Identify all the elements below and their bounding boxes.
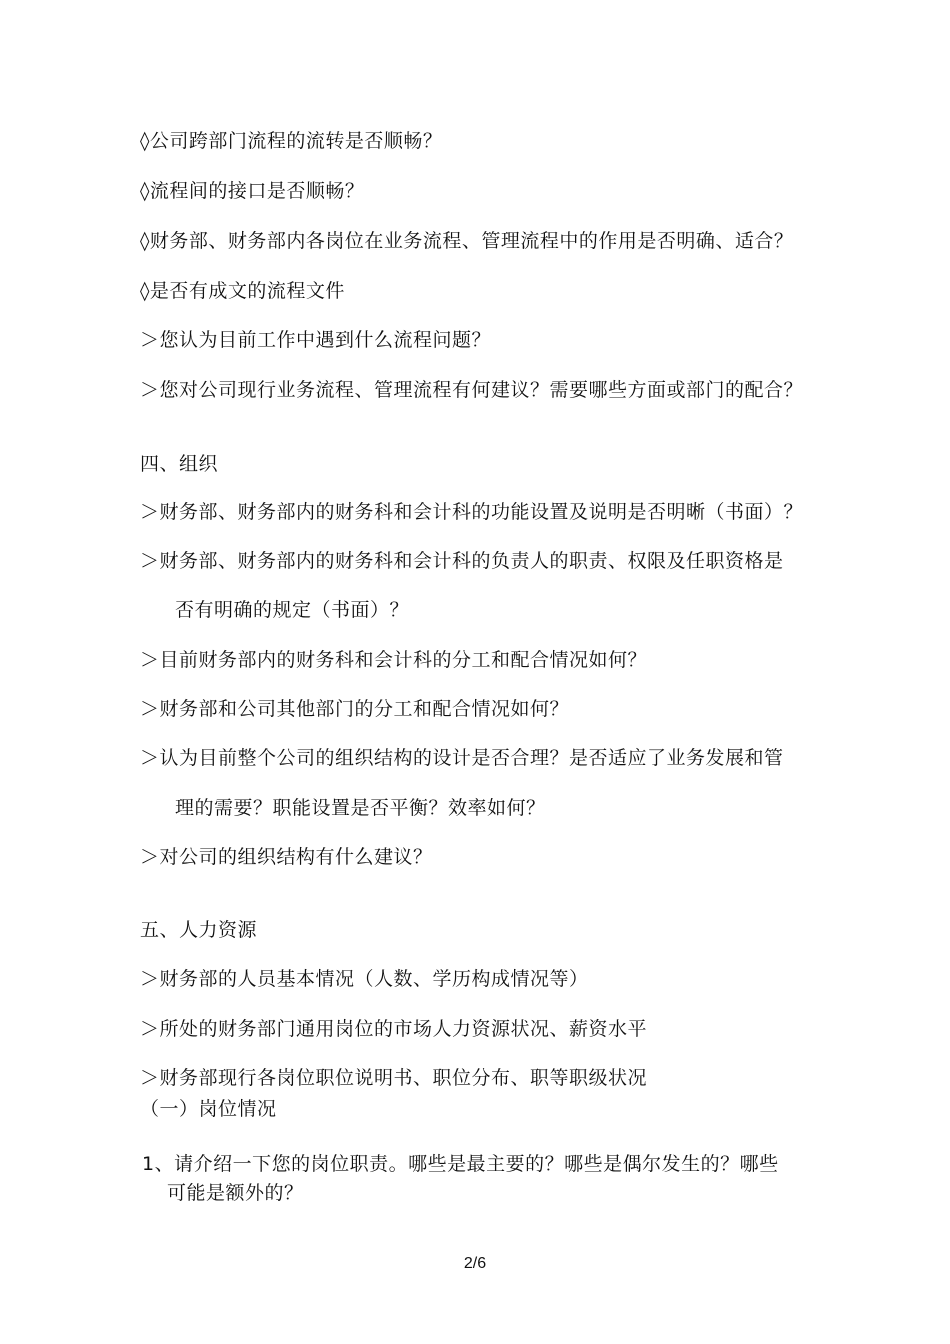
organization-question-2-cont: 否有明确的规定（书面）？ — [175, 599, 410, 621]
hr-item-1: ＞财务部的人员基本情况（人数、学历构成情况等） — [140, 968, 589, 990]
section-heading-hr: 五、人力资源 — [140, 919, 258, 941]
section-heading-organization: 四、组织 — [140, 453, 219, 475]
subsection-heading: （一）岗位情况 — [140, 1098, 277, 1120]
process-question-4: ◊是否有成文的流程文件 — [140, 280, 345, 302]
process-question-1: ◊公司跨部门流程的流转是否顺畅？ — [140, 130, 443, 152]
hr-item-3: ＞财务部现行各岗位职位说明书、职位分布、职等职级状况 — [140, 1067, 648, 1089]
process-question-3: ◊财务部、财务部内各岗位在业务流程、管理流程中的作用是否明确、适合？ — [140, 230, 794, 252]
organization-question-3: ＞目前财务部内的财务科和会计科的分工和配合情况如何？ — [140, 649, 648, 671]
page-number: 2/6 — [463, 1255, 487, 1272]
organization-question-2: ＞财务部、财务部内的财务科和会计科的负责人的职责、权限及任职资格是 — [140, 550, 784, 572]
organization-question-5-cont: 理的需要？职能设置是否平衡？效率如何？ — [175, 797, 546, 819]
organization-question-5: ＞认为目前整个公司的组织结构的设计是否合理？是否适应了业务发展和管 — [140, 747, 784, 769]
process-question-5: ＞您认为目前工作中遇到什么流程问题？ — [140, 329, 492, 351]
process-question-6: ＞您对公司现行业务流程、管理流程有何建议？需要哪些方面或部门的配合？ — [140, 379, 804, 401]
organization-question-6: ＞对公司的组织结构有什么建议？ — [140, 846, 433, 868]
organization-question-1: ＞财务部、财务部内的财务科和会计科的功能设置及说明是否明晰（书面）？ — [140, 501, 804, 523]
organization-question-4: ＞财务部和公司其他部门的分工和配合情况如何？ — [140, 698, 570, 720]
question-1-line-1: 1、请介绍一下您的岗位职责。哪些是最主要的？哪些是偶尔发生的？哪些 — [142, 1153, 779, 1175]
question-1-line-2: 可能是额外的？ — [167, 1182, 304, 1204]
process-question-2: ◊流程间的接口是否顺畅？ — [140, 180, 365, 202]
hr-item-2: ＞所处的财务部门通用岗位的市场人力资源状况、薪资水平 — [140, 1018, 648, 1040]
